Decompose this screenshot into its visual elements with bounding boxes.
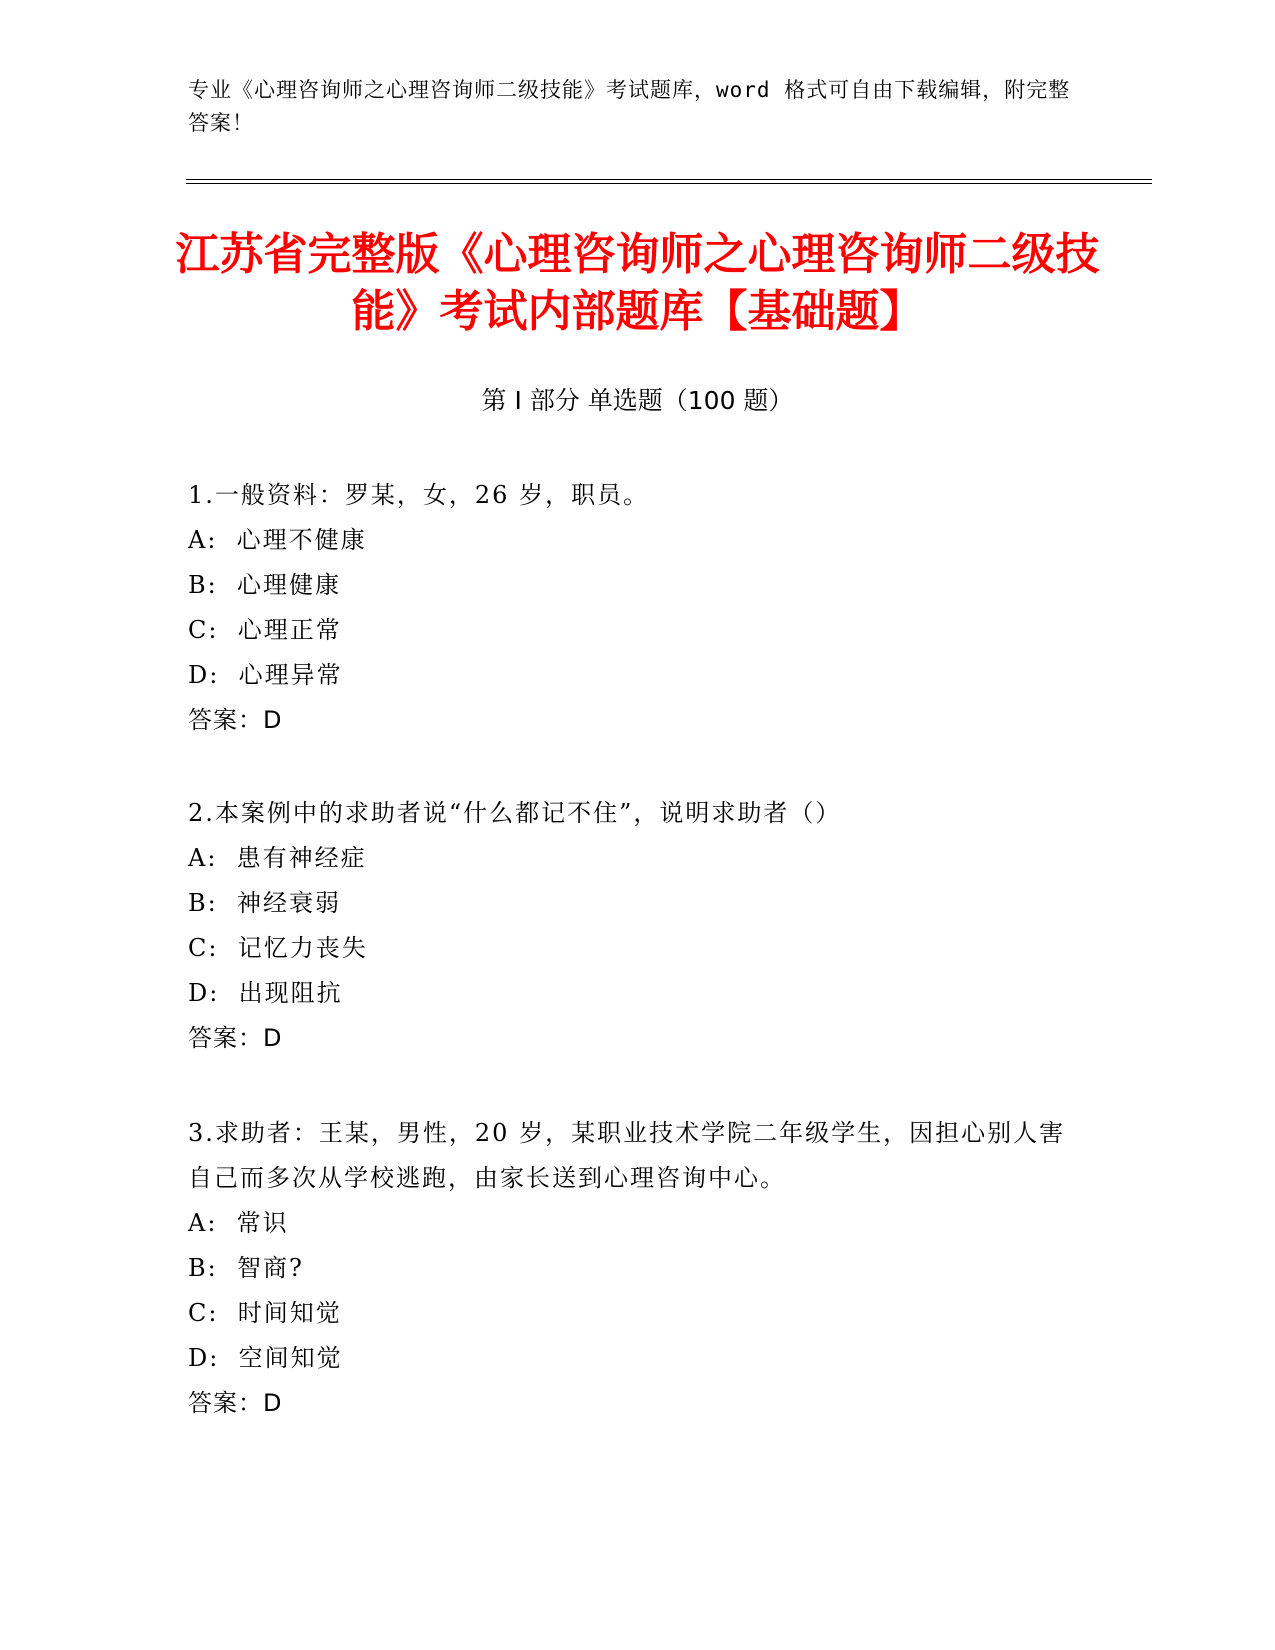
option-c: C: 记忆力丧失 bbox=[188, 934, 368, 962]
section-title: 第 I 部分 单选题（100 题） bbox=[481, 386, 794, 415]
question-stem: 3.求助者：王某，男性，20 岁，某职业技术学院二年级学生，因担心别人害自己而多次从学校逃跑，由家长送到心理咨询中心。 bbox=[188, 1119, 1066, 1192]
question-2 bbox=[188, 791, 1068, 1061]
option-c: C: 时间知觉 bbox=[188, 1299, 342, 1327]
option-a: A: 患有神经症 bbox=[188, 844, 367, 872]
question-3 bbox=[188, 1111, 1068, 1426]
header-note: 专业《心理咨询师之心理咨询师二级技能》考试题库，word 格式可自由下载编辑，附完整答案！ bbox=[188, 78, 1071, 135]
option-a: A: 心理不健康 bbox=[188, 526, 367, 554]
option-d: D: 心理异常 bbox=[188, 661, 343, 689]
option-b: B: 心理健康 bbox=[188, 571, 341, 599]
question-1 bbox=[188, 473, 1068, 743]
header-divider-top bbox=[186, 179, 1152, 180]
header-divider-bottom bbox=[186, 183, 1152, 184]
document-title: 江苏省完整版《心理咨询师之心理咨询师二级技能》考试内部题库【基础题】 bbox=[175, 229, 1100, 337]
answer: 答案：D bbox=[188, 706, 283, 734]
answer: 答案：D bbox=[188, 1024, 283, 1052]
answer: 答案：D bbox=[188, 1389, 283, 1417]
option-a: A: 常识 bbox=[188, 1209, 289, 1237]
question-stem: 2.本案例中的求助者说“什么都记不住”，说明求助者（） bbox=[188, 799, 842, 827]
option-b: B: 智商? bbox=[188, 1254, 304, 1282]
option-d: D: 空间知觉 bbox=[188, 1344, 343, 1372]
question-stem: 1.一般资料：罗某，女，26 岁，职员。 bbox=[188, 481, 650, 509]
option-d: D: 出现阻抗 bbox=[188, 979, 343, 1007]
option-b: B: 神经衰弱 bbox=[188, 889, 341, 917]
option-c: C: 心理正常 bbox=[188, 616, 342, 644]
